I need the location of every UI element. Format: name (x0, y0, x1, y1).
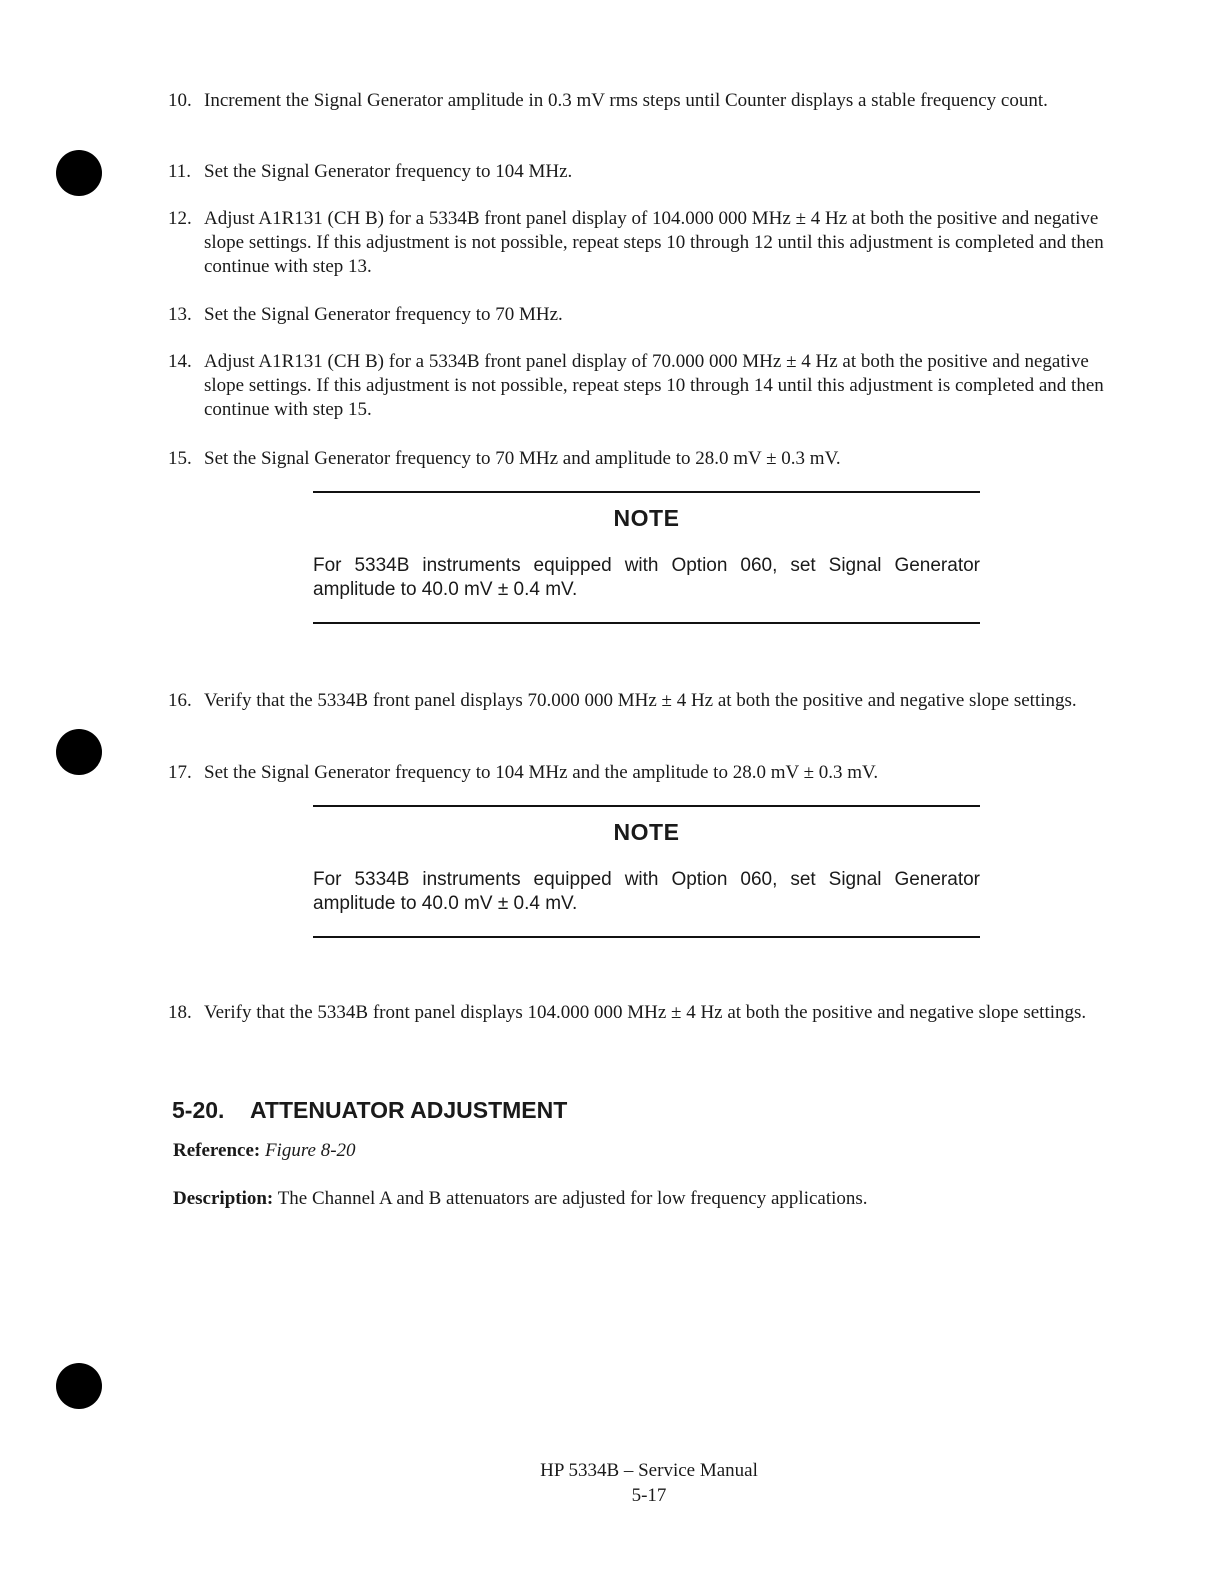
note-box-option-060-second (313, 805, 980, 938)
footer-page-number: 5-17 (631, 1485, 667, 1506)
step-text: Set the Signal Generator frequency to 70 MHz and amplitude to 28.0 mV ± 0.3 mV. (204, 448, 841, 469)
description-label: Description: (173, 1188, 274, 1209)
step-text: Set the Signal Generator frequency to 104 MHz. (204, 161, 573, 182)
step-16 (168, 689, 1118, 713)
step-number: 17. (168, 762, 192, 783)
step-text: Adjust A1R131 (CH B) for a 5334B front panel display of 70.000 000 MHz ± 4 Hz at both the positive and negative slope settings. If this adjustment is not possible, repeat steps 10 through 14 until this adjustment is completed and then continue with step 15. (204, 351, 1104, 420)
step-text: Increment the Signal Generator amplitude in 0.3 mV rms steps until Counter displays a stable frequency count. (204, 90, 1048, 111)
step-number: 11. (168, 161, 192, 182)
step-15 (168, 447, 1118, 471)
step-number: 14. (168, 351, 192, 372)
binder-hole-top (56, 150, 102, 196)
step-number: 18. (168, 1002, 192, 1023)
note-text: For 5334B instruments equipped with Option 060, set Signal Generator amplitude to 40.0 mV ± 0.4 mV. (313, 555, 980, 600)
reference-label: Reference: (173, 1140, 261, 1161)
step-text: Set the Signal Generator frequency to 70 MHz. (204, 304, 563, 325)
step-text: Set the Signal Generator frequency to 104 MHz and the amplitude to 28.0 mV ± 0.3 mV. (204, 762, 879, 783)
step-number: 12. (168, 208, 192, 229)
step-14 (168, 350, 1118, 422)
step-text: Verify that the 5334B front panel displays 104.000 000 MHz ± 4 Hz at both the positive and negative slope settings. (204, 1002, 1087, 1023)
binder-hole-bottom (56, 1363, 102, 1409)
step-12 (168, 207, 1118, 279)
note-text: For 5334B instruments equipped with Option 060, set Signal Generator amplitude to 40.0 mV ± 0.4 mV. (313, 869, 980, 914)
step-number: 15. (168, 448, 192, 469)
step-text: Adjust A1R131 (CH B) for a 5334B front panel display of 104.000 000 MHz ± 4 Hz at both the positive and negative slope settings. If this adjustment is not possible, repeat steps 10 through 12 until this adjustment is completed and then continue with step 13. (204, 208, 1104, 277)
step-number: 13. (168, 304, 192, 325)
footer-manual-title: HP 5334B – Service Manual (540, 1460, 758, 1481)
step-10 (168, 89, 1118, 113)
reference-value: Figure 8-20 (264, 1140, 356, 1161)
section-number: 5-20. (172, 1097, 225, 1123)
step-text: Verify that the 5334B front panel displays 70.000 000 MHz ± 4 Hz at both the positive and negative slope settings. (204, 690, 1077, 711)
step-11 (168, 160, 1118, 184)
note-title: NOTE (613, 819, 680, 845)
section-title: ATTENUATOR ADJUSTMENT (250, 1097, 568, 1123)
note-box-option-060 (313, 491, 980, 624)
step-13 (168, 303, 1118, 327)
step-number: 16. (168, 690, 192, 711)
reference-line (173, 1139, 1073, 1163)
step-number: 10. (168, 90, 192, 111)
step-17 (168, 761, 1118, 785)
note-title: NOTE (613, 505, 680, 531)
binder-hole-middle (56, 729, 102, 775)
section-heading (172, 1097, 567, 1124)
step-18 (168, 1001, 1118, 1025)
description-line (173, 1187, 1073, 1211)
description-value: The Channel A and B attenuators are adjusted for low frequency applications. (277, 1188, 868, 1209)
